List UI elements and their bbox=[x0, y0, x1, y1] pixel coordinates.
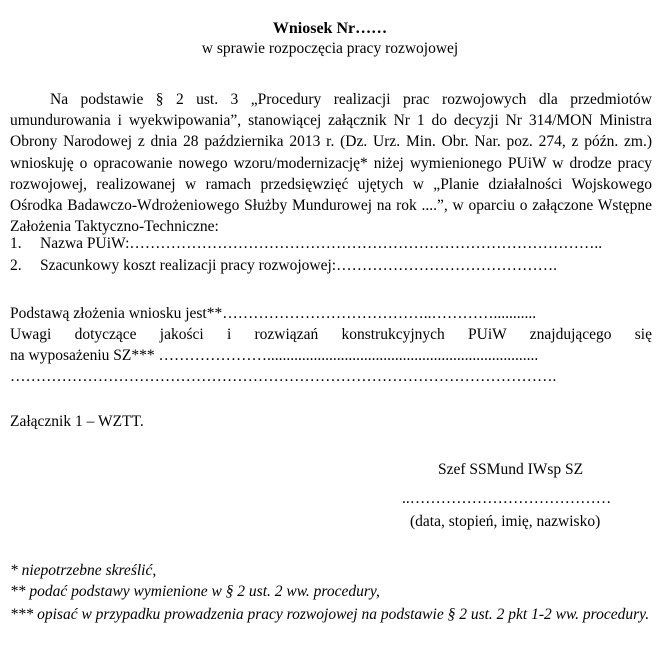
list-item-number: 1. bbox=[10, 235, 22, 252]
footnote-2: ** podać podstawy wymienione w § 2 ust. 2 ww. procedury, bbox=[10, 583, 380, 600]
remarks-line-2: na wyposażeniu SZ*** …………………...................................................................... bbox=[10, 347, 539, 364]
signature-dots: ..………………………………… bbox=[402, 490, 612, 507]
signature-role: Szef SSMund IWsp SZ bbox=[438, 461, 584, 478]
basis-line: Podstawą złożenia wniosku jest**…………………………………..…………........... bbox=[10, 305, 537, 322]
list-item-text: Szacunkowy koszt realizacji pracy rozwojowej:……………………………………. bbox=[40, 257, 557, 274]
remarks-line-3: ……………………………………………………………………………………………. bbox=[10, 368, 557, 385]
document-subtitle: w sprawie rozpoczęcia pracy rozwojowej bbox=[201, 40, 459, 57]
document-title: Wniosek Nr…… bbox=[272, 20, 388, 37]
attachment-note: Załącznik 1 – WZTT. bbox=[10, 413, 144, 430]
footnote-3 bbox=[10, 604, 658, 625]
list-item bbox=[10, 257, 557, 275]
footnote-3-text: *** opisać w przypadku prowadzenia pracy rozwojowej na podstawie § 2 ust. 2 pkt 1-2 ww. procedury. bbox=[10, 606, 650, 623]
list-item-number: 2. bbox=[10, 257, 22, 274]
remarks-line-1: Uwagi dotyczące jakości i rozwiązań konstrukcyjnych PUiW znajdującego się bbox=[10, 326, 652, 343]
main-paragraph: Na podstawie § 2 ust. 3 „Procedury realizacji prac rozwojowych dla przedmiotów umundurowania i wyekwipowania”, stanowiącej załącznik Nr 1 do decyzji Nr 314/MON Ministra Obrony Narodowej z dnia 28 października 2013 r. (Dz. Urz. Min. Obr. Nar. poz. 274, z późn. zm.) wnioskuję o opracowanie nowego wzoru/modernizację* niżej wymienionego PUiW w drodze pracy rozwojowej, realizowanej w ramach przedsięwzięć ujętych w „Planie działalności Wojskowego Ośrodka Badawczo-Wdrożeniowego Służby Mundurowej na rok ....”, w oparciu o załączone Wstępne Założenia Taktyczno-Techniczne: bbox=[10, 91, 652, 236]
list-item-text: Nazwa PUiW:……………………………………………………………………………….. bbox=[40, 235, 603, 252]
signature-caption: (data, stopień, imię, nazwisko) bbox=[410, 513, 601, 530]
list-item bbox=[10, 235, 602, 253]
footnote-1: * niepotrzebne skreślić, bbox=[10, 562, 157, 579]
